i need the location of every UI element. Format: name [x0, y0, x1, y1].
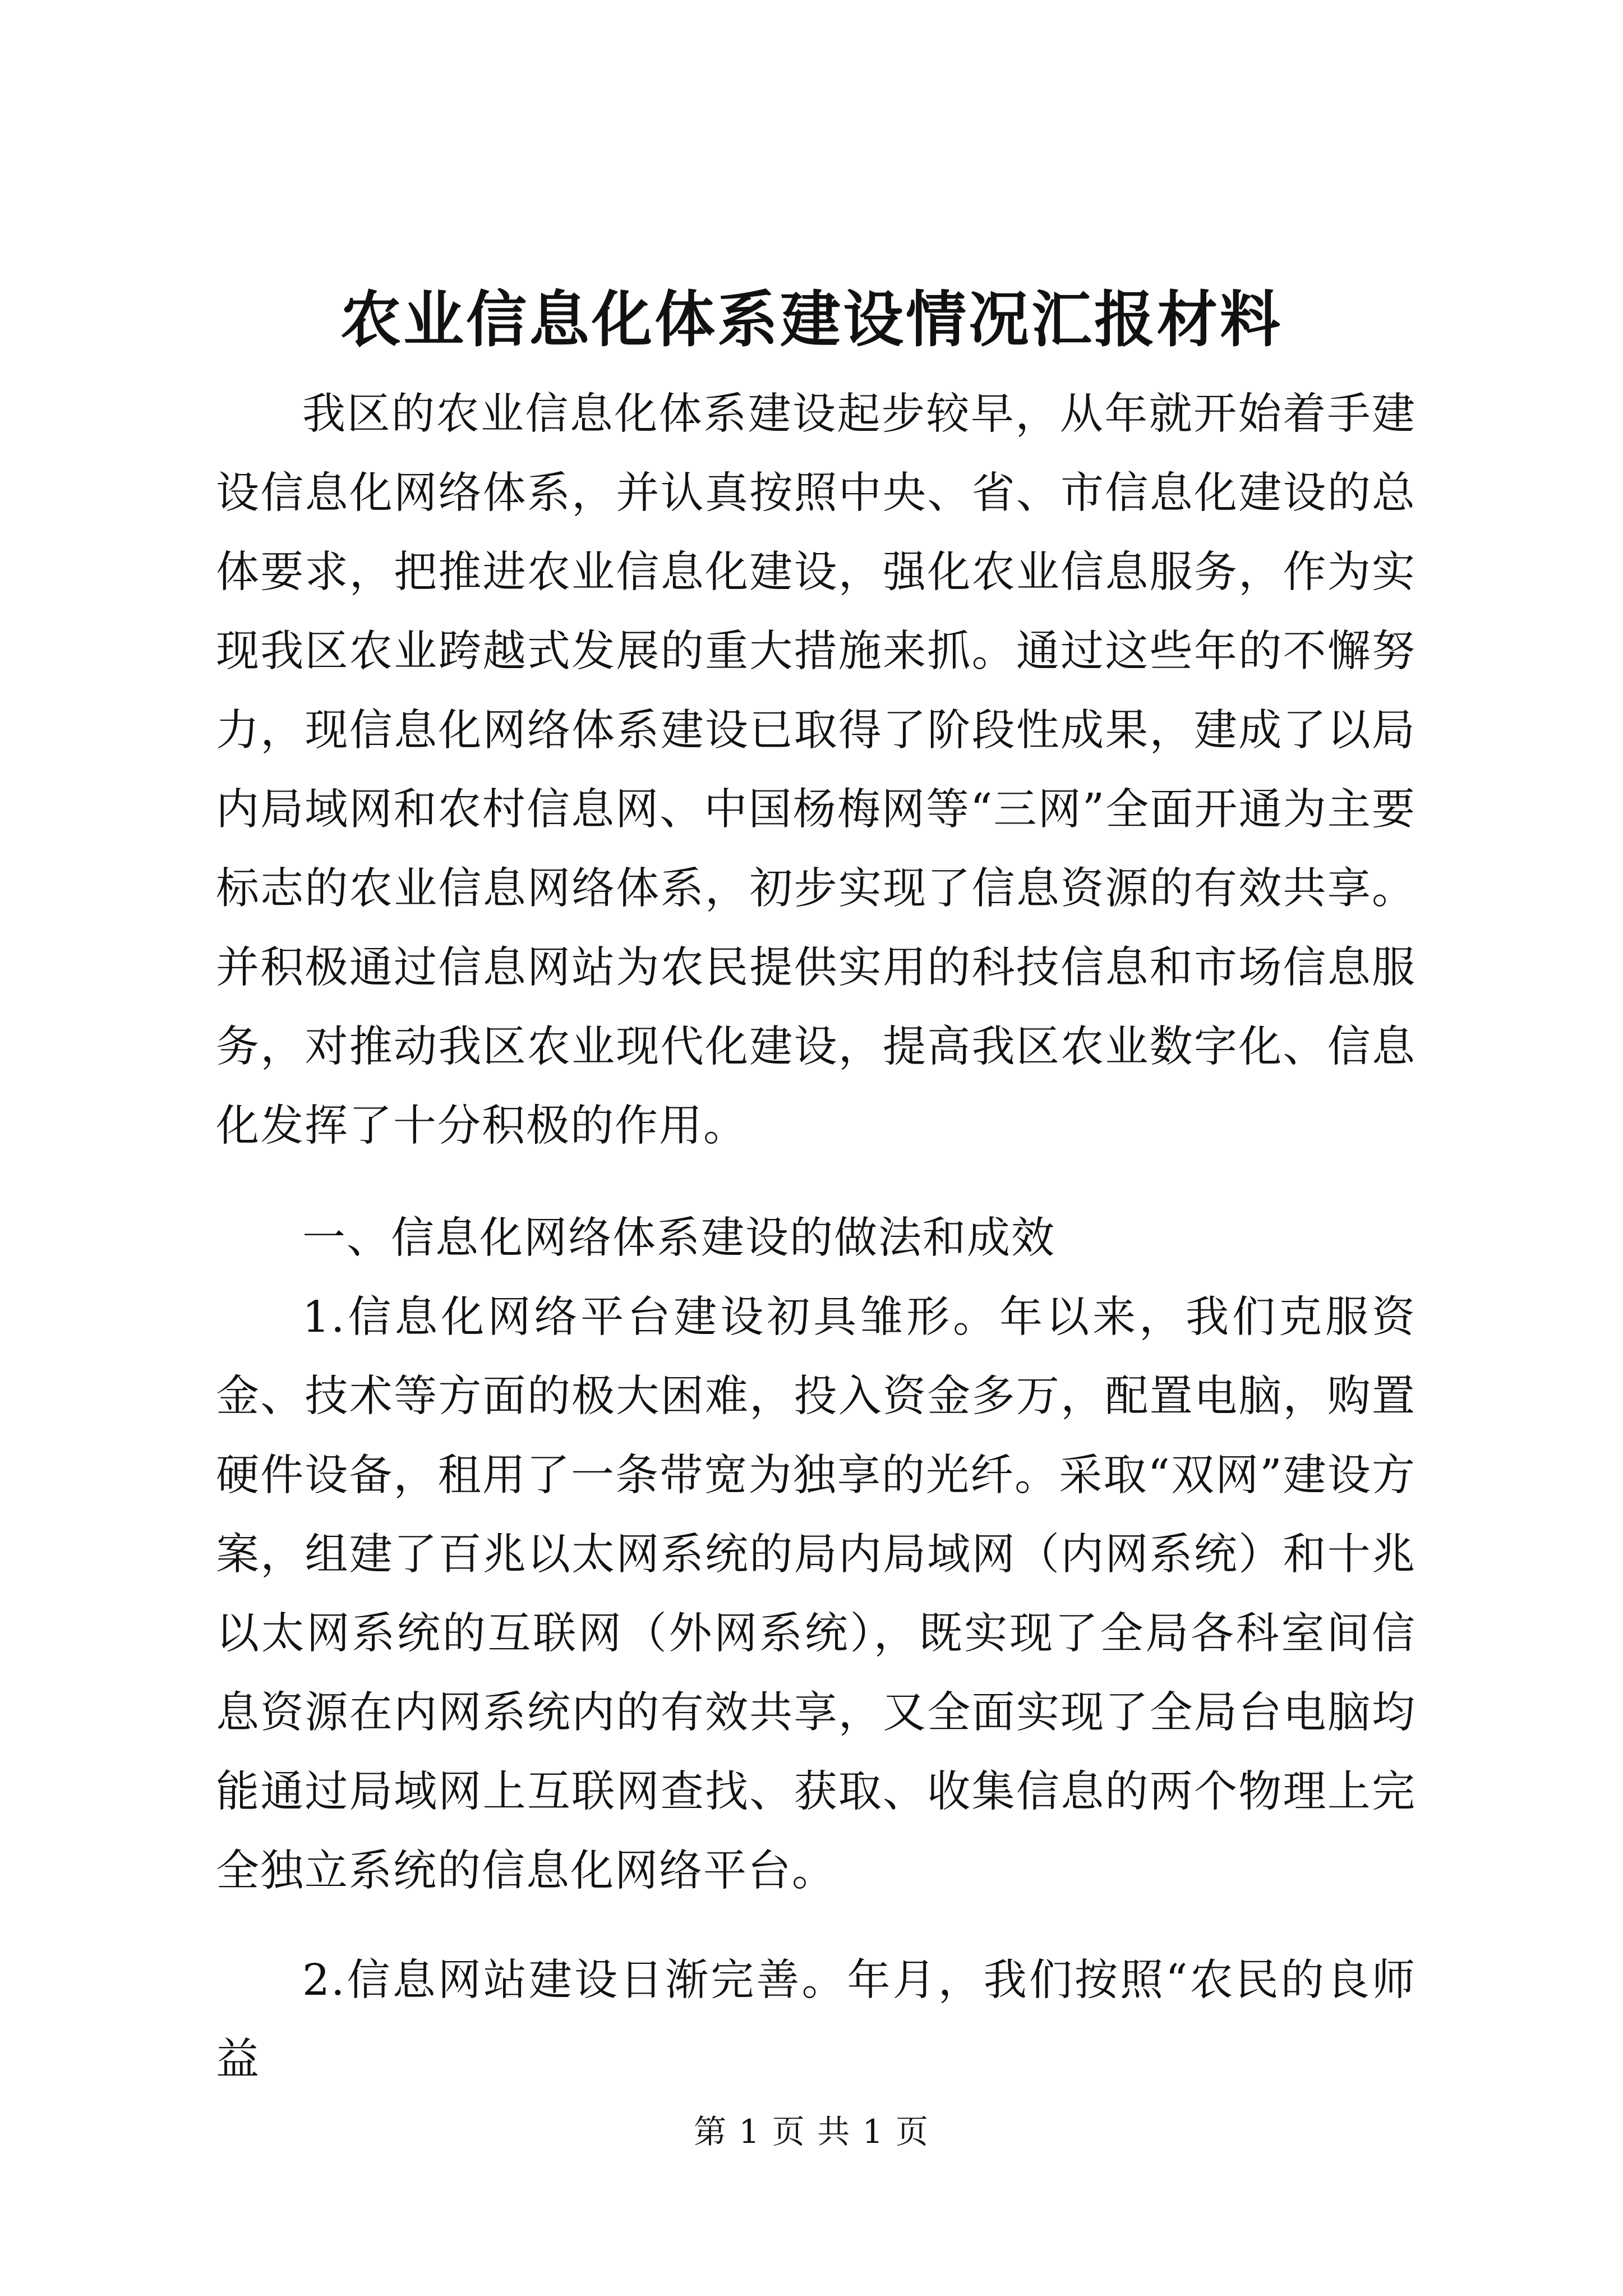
document-title: 农业信息化体系建设情况汇报材料 [340, 284, 1283, 355]
paragraph-intro [216, 375, 1416, 1166]
paragraph-text: 我区的农业信息化体系建设起步较早，从年就开始着手建设信息化网络体系，并认真按照中央、省、市信息化建设的总体要求，把推进农业信息化建设，强化农业信息服务，作为实现我区农业跨越式发展的重大措施来抓。通过这些年的不懈努力，现信息化网络体系建设已取得了阶段性成果，建成了以局内局域网和农村信息网、中国杨梅网等“三网”全面开通为主要标志的农业信息网络体系，初步实现了信息资源的有效共享。并积极通过信息网站为农民提供实用的科技信息和市场信息服务，对推动我区农业现代化建设，提高我区农业数字化、信息化发挥了十分积极的作用。 [216, 389, 1416, 1151]
paragraph-text: 1.信息化网络平台建设初具雏形。年以来，我们克服资金、技术等方面的极大困难，投入资金多万，配置电脑，购置硬件设备，租用了一条带宽为独享的光纤。采取“双网”建设方案，组建了百兆以太网系统的局内局域网（内网系统）和十兆以太网系统的互联网（外网系统），既实现了全局各科室间信息资源在内网系统内的有效共享，又全面实现了全局台电脑均能通过局域网上互联网查找、获取、收集信息的两个物理上完全独立系统的信息化网络平台。 [216, 1292, 1416, 1896]
section-heading [216, 1199, 1416, 1278]
section-heading-text: 一、信息化网络体系建设的做法和成效 [302, 1213, 1055, 1263]
page-footer: 第 1 页 共 1 页 [694, 2113, 929, 2151]
paragraph-website [216, 1941, 1416, 2099]
paragraph-network-platform [216, 1278, 1416, 1911]
paragraph-text: 2.信息网站建设日渐完善。年月，我们按照“农民的良师益 [216, 1955, 1416, 2085]
